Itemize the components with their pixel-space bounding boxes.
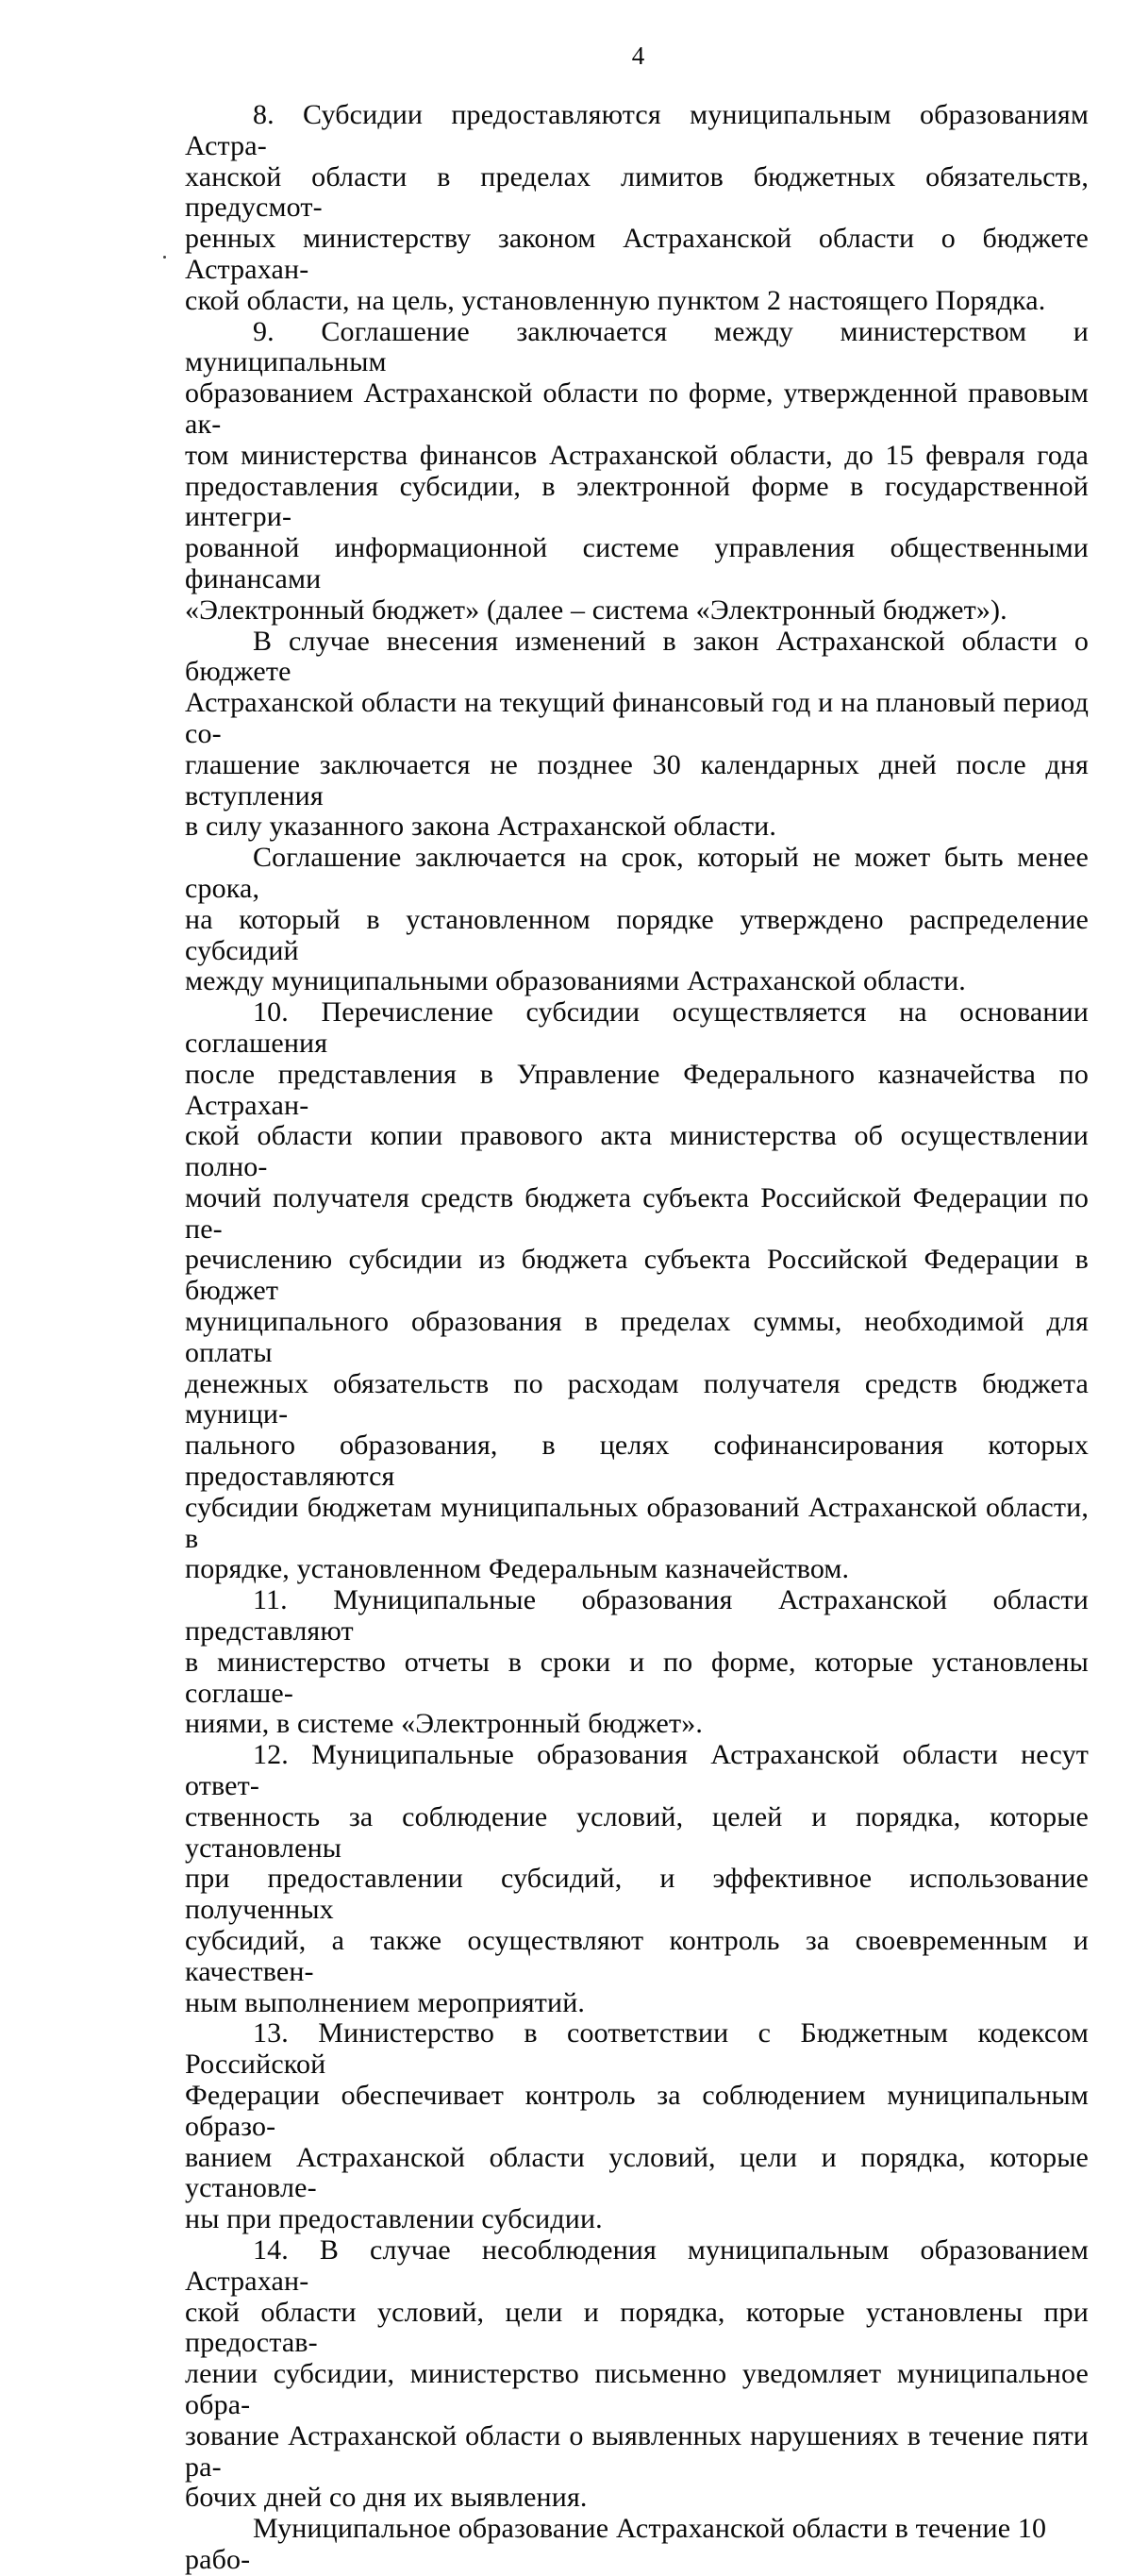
text-line: В случае внесения изменений в закон Астраханской области о бюджете: [185, 625, 1089, 688]
text-line: Соглашение заключается на срок, который не может быть менее срока,: [185, 842, 1089, 904]
text-line: на который в установленном порядке утверждено распределение субсидий: [185, 903, 1089, 966]
page-number: 4: [631, 42, 645, 70]
text-line: Муниципальное образование Астраханской области в течение 10 рабо-: [185, 2513, 1047, 2575]
text-line: 11. Муниципальные образования Астраханской области представляют: [185, 1584, 1089, 1648]
text-line: ны при предоставлении субсидии.: [185, 2203, 603, 2235]
text-line: порядке, установленном Федеральным казначейством.: [185, 1553, 850, 1585]
paragraph: [185, 2514, 1089, 2576]
text-line: лении субсидии, министерство письменно уведомляет муниципальное обра-: [185, 2358, 1089, 2420]
text-line: ренных министерству законом Астраханской области о бюджете Астрахан-: [185, 223, 1089, 285]
text-line: ственность за соблюдение условий, целей и порядка, которые установлены: [185, 1800, 1089, 1864]
text-line: бочих дней со дня их выявления.: [185, 2482, 588, 2514]
paragraph: [185, 1740, 1089, 2018]
text-line: ным выполнением мероприятий.: [185, 1986, 586, 2018]
text-line: образованием Астраханской области по форме, утвержденной правовым ак-: [185, 377, 1089, 440]
text-line: ниями, в системе «Электронный бюджет».: [185, 1708, 704, 1740]
text-line: субсидии бюджетам муниципальных образований Астраханской области, в: [185, 1491, 1089, 1554]
text-line: денежных обязательств по расходам получателя средств бюджета муници-: [185, 1367, 1089, 1430]
text-line: в министерство отчеты в сроки и по форме, которые установлены соглаше-: [185, 1646, 1089, 1709]
paragraph: [185, 100, 1089, 317]
text-line: ской области, на цель, установленную пунктом 2 настоящего Порядка.: [185, 284, 1046, 316]
text-line: предоставления субсидии, в электронной форме в государственной интегри-: [185, 470, 1089, 533]
text-line: ской области копии правового акта министерства об осуществлении полно-: [185, 1120, 1089, 1183]
text-line: мочий получателя средств бюджета субъекта Российской Федерации по пе-: [185, 1181, 1089, 1245]
text-line: субсидий, а также осуществляют контроль за своевременным и качествен-: [185, 1925, 1089, 1987]
text-line: 9. Соглашение заключается между министерством и муниципальным: [185, 315, 1089, 378]
text-line: глашение заключается не позднее 30 календарных дней после дня вступления: [185, 748, 1089, 811]
scan-speck: [163, 256, 166, 259]
text-line: между муниципальными образованиями Астраханской области.: [185, 965, 966, 997]
text-line: муниципального образования в пределах суммы, необходимой для оплаты: [185, 1306, 1089, 1368]
paragraph: [185, 2235, 1089, 2514]
text-line: 14. В случае несоблюдения муниципальным образованием Астрахан-: [185, 2233, 1089, 2297]
paragraph: [185, 627, 1089, 844]
paragraph: [185, 843, 1089, 997]
text-line: том министерства финансов Астраханской области, до 15 февраля года: [185, 439, 1089, 471]
text-line: речислению субсидии из бюджета субъекта Российской Федерации в бюджет: [185, 1244, 1089, 1307]
text-line: ванием Астраханской области условий, цели и порядка, которые установле-: [185, 2141, 1089, 2204]
paragraph: [185, 1585, 1089, 1740]
text-line: 8. Субсидии предоставляются муниципальным образованиям Астра-: [185, 99, 1089, 161]
text-line: Федерации обеспечивает контроль за соблюдением муниципальным образо-: [185, 2080, 1089, 2142]
text-line: 12. Муниципальные образования Астраханской области несут ответ-: [185, 1739, 1089, 1802]
text-line: после представления в Управление Федерального казначейства по Астрахан-: [185, 1058, 1089, 1121]
paragraph: [185, 997, 1089, 1585]
text-line: «Электронный бюджет» (далее – система «Электронный бюджет»).: [185, 594, 1007, 626]
text-line: при предоставлении субсидий, и эффективное использование полученных: [185, 1863, 1089, 1926]
text-line: Астраханской области на текущий финансовый год и на плановый период со-: [185, 687, 1089, 749]
text-line: ской области условий, цели и порядка, которые установлены при предостав-: [185, 2296, 1089, 2359]
text-line: ханской области в пределах лимитов бюджетных обязательств, предусмот-: [185, 160, 1089, 224]
text-line: в силу указанного закона Астраханской области.: [185, 811, 776, 843]
document-body: [185, 100, 1089, 2576]
paragraph: [185, 2018, 1089, 2235]
text-line: 10. Перечисление субсидии осуществляется на основании соглашения: [185, 996, 1089, 1059]
paragraph: [185, 317, 1089, 627]
text-line: 13. Министерство в соответствии с Бюджетным кодексом Российской: [185, 2017, 1089, 2081]
text-line: пального образования, в целях софинансирования которых предоставляются: [185, 1430, 1089, 1493]
text-line: рованной информационной системе управления общественными финансами: [185, 532, 1089, 594]
text-line: зование Астраханской области о выявленных нарушениях в течение пяти ра-: [185, 2419, 1089, 2483]
